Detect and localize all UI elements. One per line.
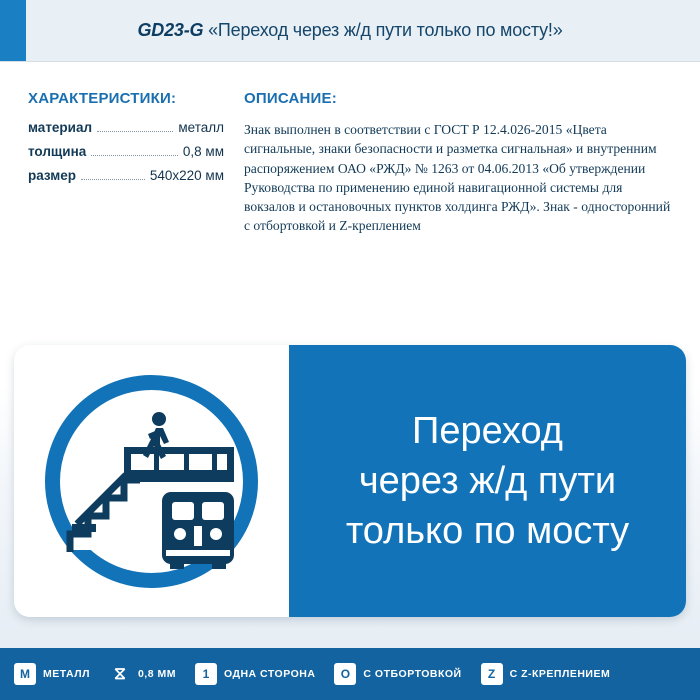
footer-item-label: МЕТАЛЛ xyxy=(43,668,90,680)
thickness-icon: ⧖ xyxy=(113,664,126,683)
footer-item-label: ОДНА СТОРОНА xyxy=(223,668,316,680)
pedestrian-bridge-over-train-icon xyxy=(44,374,259,589)
sign-line: Переход xyxy=(412,409,563,452)
characteristic-key: размер xyxy=(28,168,77,183)
dot-leader xyxy=(97,131,173,132)
page-title xyxy=(137,20,562,41)
description-text: Знак выполнен в соответствии с ГОСТ Р 12.4.026-2015 «Цвета сигнальные, знаки безопасности и разметка сигнальная» и внутренним распоряжением ОАО «РЖД» № 1263 от 04.06.2013 «Об утверждении Руководства по применению единой навигационной системы для вокзалов и остановочных пунктов холдинга РЖД». Знак - односторонний с отбортовкой и Z-креплением xyxy=(244,122,671,234)
description-column xyxy=(224,90,676,236)
characteristics-row xyxy=(28,168,224,183)
footer-item-sides xyxy=(195,663,315,685)
product-code: GD23-G xyxy=(137,20,204,40)
info-section xyxy=(0,62,700,236)
one-side-icon: 1 xyxy=(195,663,217,685)
sign-text-area xyxy=(289,345,686,617)
dot-leader xyxy=(91,155,178,156)
footer-item-thickness xyxy=(109,663,176,685)
characteristic-key: толщина xyxy=(28,144,87,159)
characteristic-value: 540x220 мм xyxy=(149,168,224,183)
footer-item-label: 0,8 ММ xyxy=(137,668,176,680)
footer-item-flanging xyxy=(334,663,461,685)
footer-item-metal xyxy=(14,663,90,685)
flanging-icon: O xyxy=(334,663,356,685)
material-metal-icon: M xyxy=(14,663,36,685)
characteristic-key: материал xyxy=(28,120,93,135)
sign-line: только по мосту xyxy=(345,510,630,553)
sign-line: через ж/д пути xyxy=(358,459,617,502)
header-accent-bar xyxy=(0,0,26,61)
footer-spec-bar xyxy=(0,648,700,700)
characteristics-row xyxy=(28,120,224,135)
characteristics-row xyxy=(28,144,224,159)
characteristic-value: металл xyxy=(178,120,224,135)
characteristics-title: ХАРАКТЕРИСТИКИ: xyxy=(28,90,177,107)
sign-preview-card xyxy=(14,345,686,617)
footer-item-label: С ОТБОРТОВКОЙ xyxy=(363,668,462,680)
header xyxy=(0,0,700,62)
footer-item-zmount xyxy=(481,663,611,685)
description-title: ОПИСАНИЕ: xyxy=(244,90,337,107)
footer-item-label: С Z-КРЕПЛЕНИЕМ xyxy=(509,668,611,680)
characteristics-column xyxy=(24,90,224,236)
sign-pictogram-area xyxy=(14,345,289,617)
dot-leader xyxy=(81,179,145,180)
characteristic-value: 0,8 мм xyxy=(182,144,224,159)
product-title: «Переход через ж/д пути только по мосту!» xyxy=(208,20,563,40)
z-mount-icon: Z xyxy=(481,663,503,685)
